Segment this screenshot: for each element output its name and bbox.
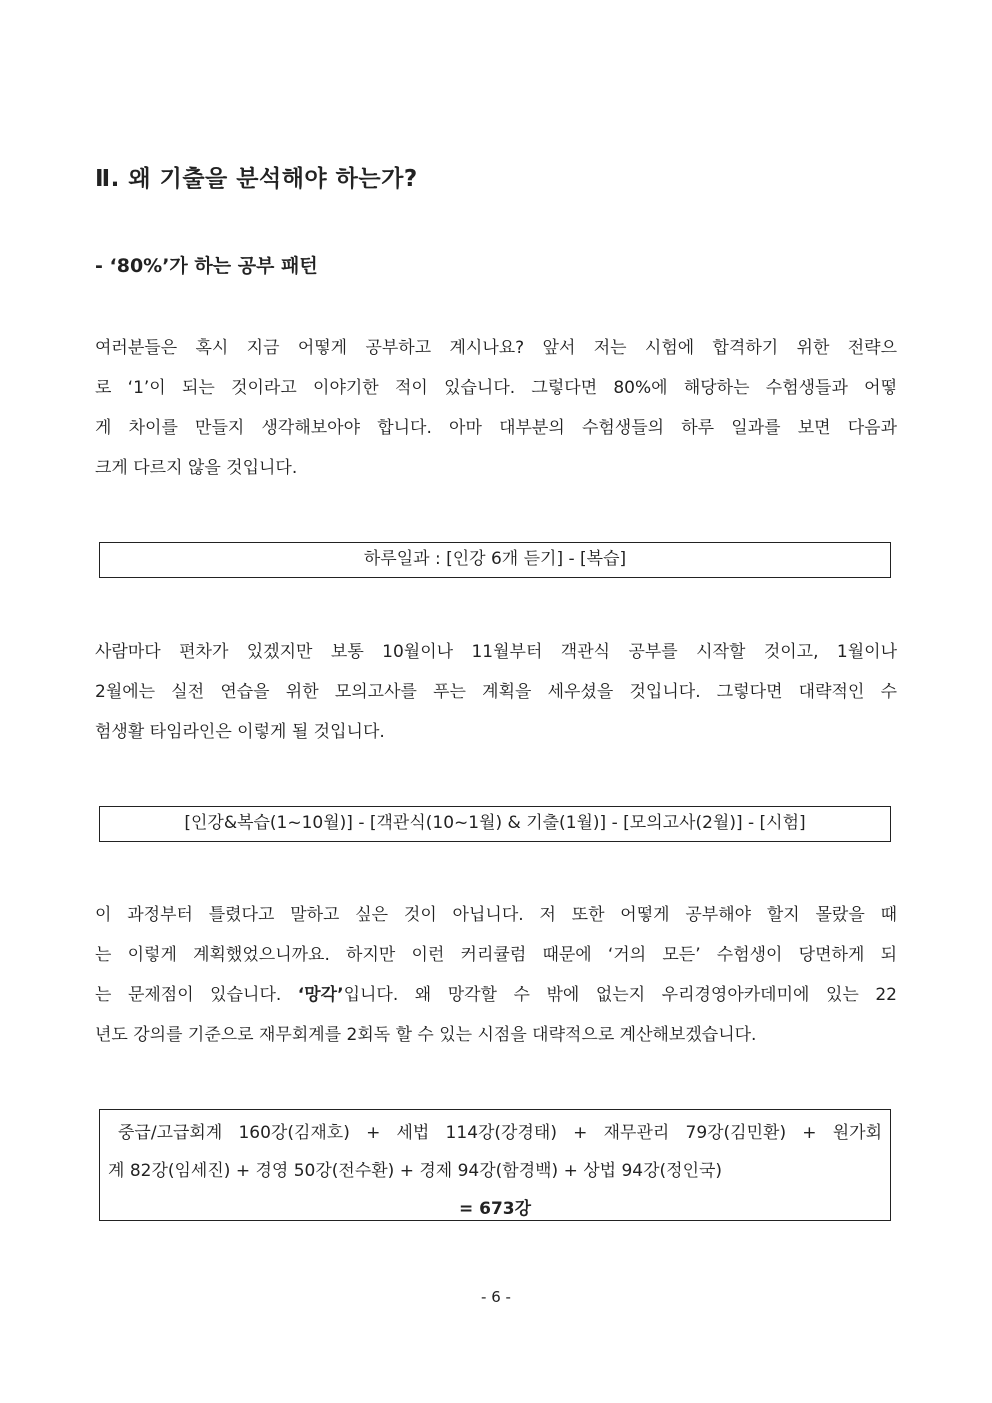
paragraph-line: 사람마다 편차가 있겠지만 보통 10월이나 11월부터 객관식 공부를 시작할 것이고, 1월이나 <box>95 642 897 662</box>
line-text: 는 문제점이 있습니다. <box>95 985 298 1005</box>
paragraph-line: 이 과정부터 틀렸다고 말하고 싶은 것이 아닙니다. 저 또한 어떻게 공부해야 할지 몰랐을 때 <box>95 905 897 925</box>
section-subtitle: - ‘80%’가 하는 공부 패턴 <box>95 255 318 277</box>
paragraph-line: 험생활 타임라인은 이렇게 될 것입니다. <box>95 722 385 742</box>
paragraph-line: 는 이렇게 계획했었으니까요. 하지만 이런 커리큘럼 때문에 ‘거의 모든’ 수험생이 당면하게 되 <box>95 945 897 965</box>
paragraph-line: 게 차이를 만들지 생각해보아야 합니다. 아마 대부분의 수험생들의 하루 일과를 보면 다음과 <box>95 418 897 438</box>
paragraph-line: 로 ‘1’이 되는 것이라고 이야기한 적이 있습니다. 그렇다면 80%에 해당하는 수험생들과 어떻 <box>95 378 897 398</box>
section-title: Ⅱ. 왜 기출을 분석해야 하는가? <box>95 166 418 192</box>
paragraph-line: 크게 다르지 않을 것입니다. <box>95 458 298 478</box>
paragraph-line: 년도 강의를 기준으로 재무회계를 2회독 할 수 있는 시점을 대략적으로 계산해보겠습니다. <box>95 1025 757 1045</box>
paragraph-line: 여러분들은 혹시 지금 어떻게 공부하고 계시나요? 앞서 저는 시험에 합격하기 위한 전략으 <box>95 338 897 358</box>
timeline-box: [인강&복습(1~10월)] - [객관식(10~1월) & 기출(1월)] - [모의고사(2월)] - [시험] <box>99 806 891 842</box>
paragraph-line: 2월에는 실전 연습을 위한 모의고사를 푸는 계획을 세우셨을 것입니다. 그렇다면 대략적인 수 <box>95 682 897 702</box>
emphasis-forgetting: ‘망각’ <box>297 985 344 1005</box>
paragraph-line-with-emphasis <box>95 975 897 1015</box>
lecture-count-box <box>99 1109 891 1221</box>
lecture-count-line: 계 82강(임세진) + 경영 50강(전수환) + 경제 94강(함경백) + 상법 94강(정인국) <box>108 1161 723 1181</box>
paragraph-forgetting <box>95 895 897 1055</box>
daily-routine-box: 하루일과 : [인강 6개 듣기] - [복습] <box>99 542 891 578</box>
lecture-count-total: = 673강 <box>458 1199 532 1219</box>
line-text: 입니다. 왜 망각할 수 밖에 없는지 우리경영아카데미에 있는 22 <box>343 985 897 1005</box>
paragraph-intro <box>95 328 897 488</box>
page-number: - 6 - <box>481 1288 511 1306</box>
lecture-count-line: 중급/고급회계 160강(김재호) + 세법 114강(강경태) + 재무관리 79강(김민환) + 원가회 <box>118 1123 882 1143</box>
paragraph-timeline <box>95 632 897 752</box>
